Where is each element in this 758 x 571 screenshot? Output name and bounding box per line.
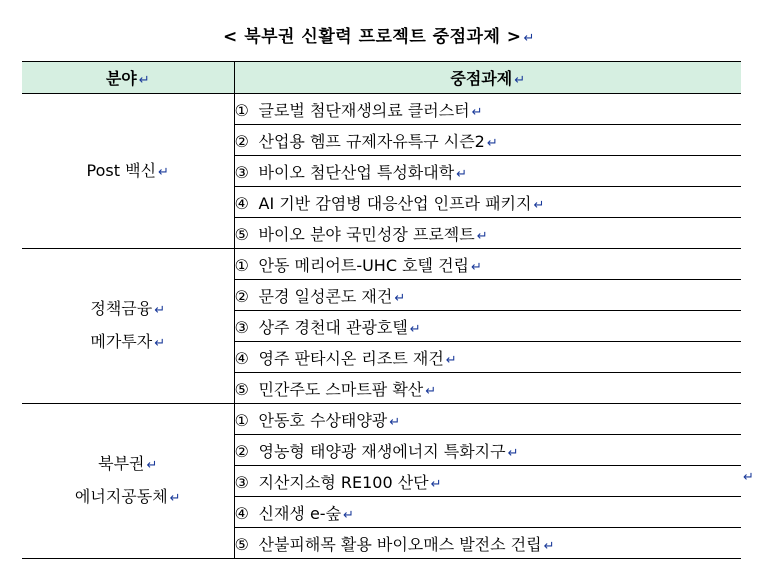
task-text: 글로벌 첨단재생의료 클러스터 (258, 100, 470, 120)
header-tasks: 중점과제 ↵ (234, 62, 741, 94)
paragraph-mark-icon: ↵ (486, 135, 498, 151)
task-cell (234, 218, 741, 249)
title-text: < 북부권 신활력 프로젝트 중점과제 > (223, 27, 522, 47)
paragraph-mark-icon: ↵ (743, 470, 754, 485)
task-number: ④ (234, 503, 249, 523)
paragraph-mark-icon: ↵ (154, 303, 166, 318)
paragraph-mark-icon: ↵ (523, 31, 535, 46)
category-cell (22, 249, 234, 404)
task-cell (234, 342, 741, 373)
paragraph-mark-icon: ↵ (138, 73, 150, 88)
task-cell (234, 311, 741, 342)
task-cell (234, 404, 741, 435)
task-number: ① (234, 100, 249, 120)
task-number: ② (234, 286, 249, 306)
paragraph-mark-icon: ↵ (476, 228, 488, 244)
paragraph-mark-icon: ↵ (343, 507, 354, 523)
task-cell (234, 280, 741, 311)
paragraph-mark-icon: ↵ (154, 336, 166, 351)
table-row (22, 249, 741, 280)
paragraph-mark-icon: ↵ (456, 166, 468, 182)
category-label: 에너지공동체 ↵ (74, 487, 181, 506)
task-text: 바이오 첨단산업 특성화대학 (258, 162, 455, 182)
category-cell (22, 94, 234, 249)
paragraph-mark-icon: ↵ (389, 414, 401, 430)
category-label: 정책금융 ↵ (90, 299, 166, 318)
paragraph-mark-icon: ↵ (471, 104, 483, 120)
task-text: 산불피해목 활용 바이오매스 발전소 건립 (258, 534, 542, 554)
paragraph-mark-icon: ↵ (425, 383, 437, 399)
paragraph-mark-icon: ↵ (514, 73, 526, 88)
task-text: 바이오 분야 국민성장 프로젝트 (258, 224, 475, 244)
paragraph-mark-icon: ↵ (471, 259, 482, 275)
task-cell (234, 249, 741, 280)
task-text: 문경 일성콘도 재건 (258, 286, 393, 306)
table-row (22, 94, 741, 125)
paragraph-mark-icon: ↵ (445, 352, 457, 368)
category-label: 메가투자 ↵ (90, 332, 166, 351)
paragraph-mark-icon: ↵ (543, 538, 555, 554)
task-cell (234, 156, 741, 187)
task-text: 안동 메리어트-UHC 호텔 건립 (258, 255, 470, 275)
task-cell (234, 435, 741, 466)
task-text: 지산지소형 RE100 산단 (258, 472, 429, 492)
paragraph-mark-icon: ↵ (394, 290, 406, 306)
header-category: 분야 ↵ (22, 62, 234, 94)
paragraph-mark-icon: ↵ (409, 321, 421, 337)
task-number: ⑤ (234, 379, 249, 399)
category-label: 북부권 ↵ (98, 454, 158, 473)
task-cell (234, 373, 741, 404)
task-number: ① (234, 410, 249, 430)
task-number: ④ (234, 348, 249, 368)
table-body (22, 94, 741, 559)
task-text: 상주 경천대 관광호텔 (258, 317, 408, 337)
task-text: 영주 판타시온 리조트 재건 (258, 348, 444, 368)
paragraph-mark-icon: ↵ (430, 476, 442, 492)
task-text: 신재생 e-숲 (258, 503, 342, 523)
task-text: 영농형 태양광 재생에너지 특화지구 (258, 441, 506, 461)
task-text: 안동호 수상태양광 (258, 410, 388, 430)
task-number: ② (234, 441, 249, 461)
task-cell (234, 94, 741, 125)
task-text: 산업용 헴프 규제자유특구 시즌2 (258, 131, 485, 151)
task-cell (234, 125, 741, 156)
table-header-row (22, 62, 741, 94)
task-number: ① (234, 255, 249, 275)
task-number: ⑤ (234, 224, 249, 244)
paragraph-mark-icon: ↵ (533, 197, 545, 213)
page-title (0, 22, 758, 47)
task-number: ③ (234, 472, 249, 492)
task-number: ④ (234, 193, 249, 213)
paragraph-mark-icon: ↵ (158, 164, 169, 180)
paragraph-mark-icon: ↵ (507, 445, 519, 461)
task-text: 민간주도 스마트팜 확산 (258, 379, 424, 399)
task-number: ② (234, 131, 249, 151)
task-number: ③ (234, 317, 249, 337)
task-cell (234, 187, 741, 218)
tasks-table (22, 61, 741, 559)
paragraph-mark-icon: ↵ (169, 491, 181, 506)
category-label: Post 백신 ↵ (86, 160, 169, 180)
task-number: ③ (234, 162, 249, 182)
task-cell (234, 466, 741, 497)
task-cell (234, 497, 741, 528)
table-row (22, 404, 741, 435)
paragraph-mark-icon: ↵ (146, 458, 158, 473)
task-text: AI 기반 감염병 대응산업 인프라 패키지 (258, 193, 532, 213)
category-cell (22, 404, 234, 559)
task-cell (234, 528, 741, 559)
task-number: ⑤ (234, 534, 249, 554)
